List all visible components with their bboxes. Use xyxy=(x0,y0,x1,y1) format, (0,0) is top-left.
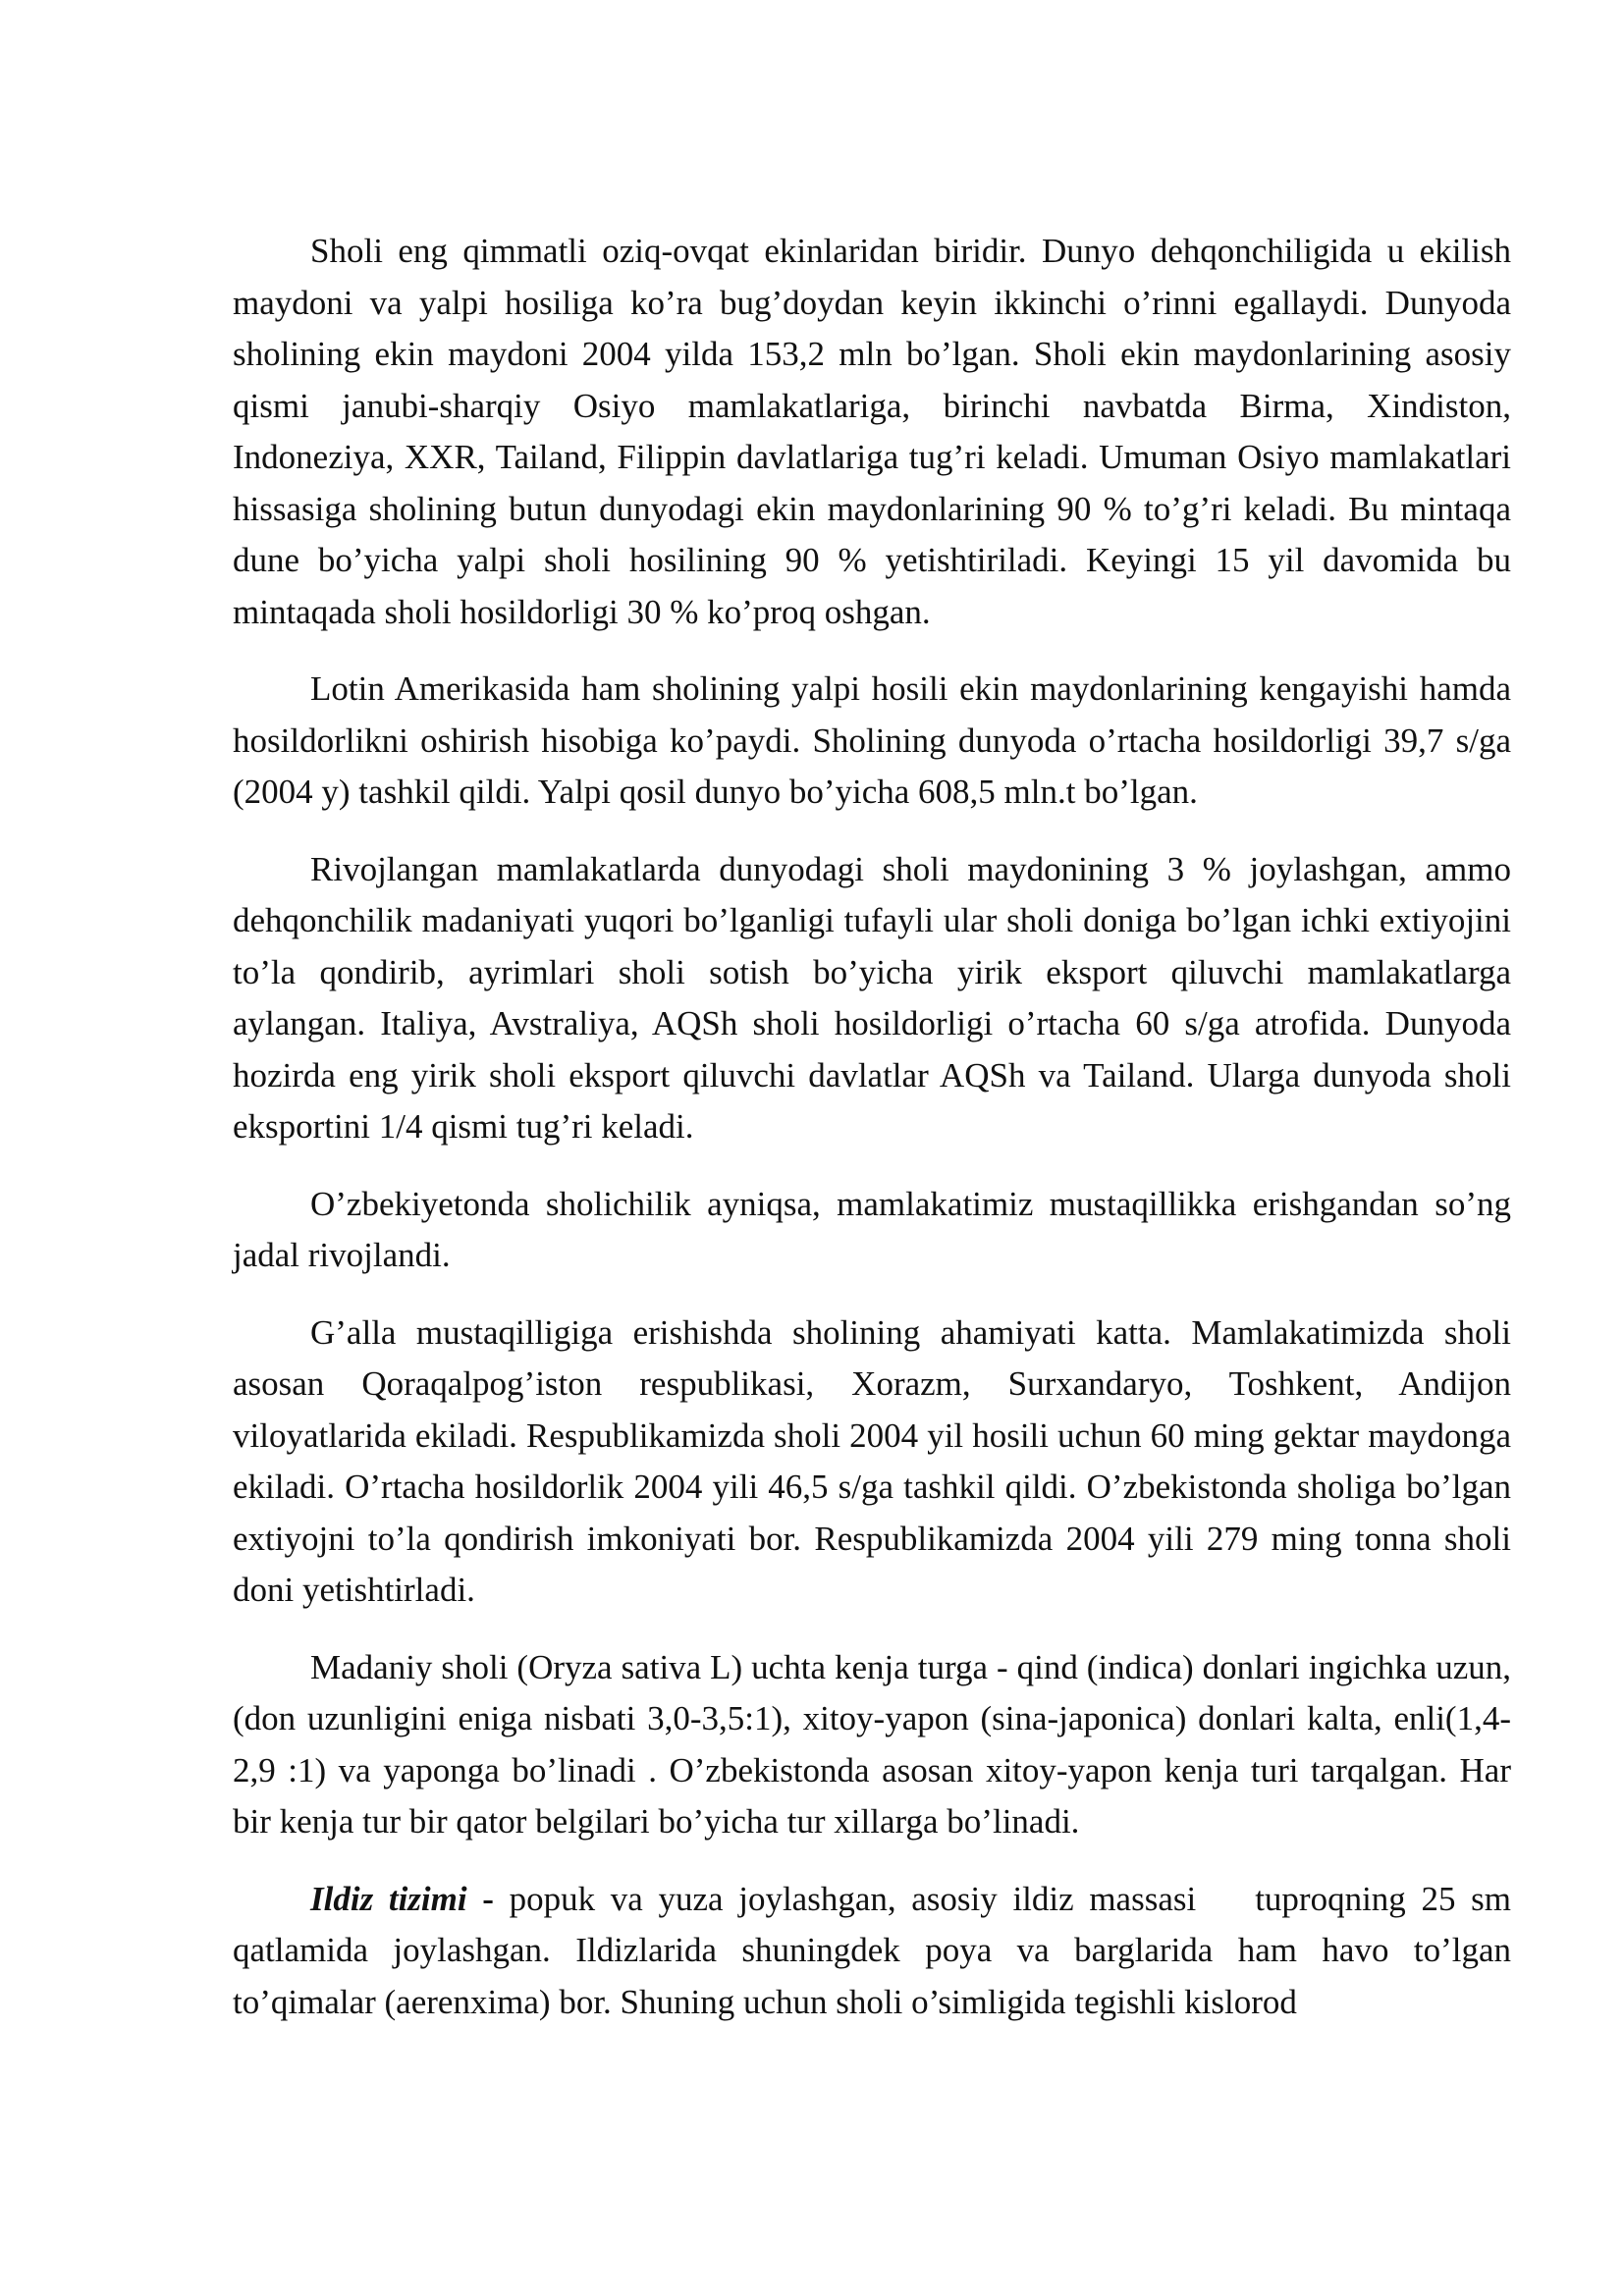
term-root-system: Ildiz tizimi xyxy=(310,1879,467,1918)
paragraph-uzbekistan-development: O’zbekiyetonda sholichilik ayniqsa, mamlakatimiz mustaqillikka erishgandan so’ng jadal rivojlandi. xyxy=(233,1184,1511,1274)
paragraph-grain-independence: G’alla mustaqilligiga erishishda sholining ahamiyati katta. Mamlakatimizda sholi asosan Qoraqalpog’iston respublikasi, Xorazm, Surxandaryo, Toshkent, Andijon viloyatlarida ekiladi. Respublikamizda sholi 2004 yil hosili uchun 60 ming gektar maydonga ekiladi. O’rtacha hosildorlik 2004 yili 46,5 s/ga tashkil qildi. O’zbekistonda sholiga bo’lgan extiyojni to’la qondirish imkoniyati bor. Respublikamizda 2004 yili 279 ming tonna sholi doni yetishtirladi. xyxy=(233,1312,1511,1609)
root-system-text-part2: tuproqning 25 sm qatlamida joylashgan. Ildizlarida shuningdek poya va barglarida ham havo to’lgan to’qimalar (aerenxima) bor. Shuning uchun sholi o’simligida tegishli kislorod xyxy=(233,1879,1511,2021)
text-column xyxy=(233,226,1511,2028)
root-system-text-part1: popuk va yuza joylashgan, asosiy ildiz massasi xyxy=(509,1879,1197,1918)
term-dash: - xyxy=(466,1879,510,1918)
paragraph-root-system xyxy=(233,1874,1511,2029)
paragraph-subspecies: Madaniy sholi (Oryza sativa L) uchta kenja turga - qind (indica) donlari ingichka uzun,(don uzunligini eniga nisbati 3,0-3,5:1), xitoy-yapon (sina-japonica) donlari kalta, enli(1,4-2,9 :1) va yaponga bo’linadi . O’zbekistonda asosan xitoy-yapon kenja turi tarqalgan. Har bir kenja tur bir qator belgilari bo’yicha tur xillarga bo’linadi. xyxy=(233,1647,1511,1841)
paragraph-rice-overview: Sholi eng qimmatli oziq-ovqat ekinlaridan biridir. Dunyo dehqonchiligida u ekilish maydoni va yalpi hosiliga ko’ra bug’doydan keyin ikkinchi o’rinni egallaydi. Dunyoda sholining ekin maydoni 2004 yilda 153,2 mln bo’lgan. Sholi ekin maydonlarining asosiy qismi janubi-sharqiy Osiyo mamlakatlariga, birinchi navbatda Birma, Xindiston, Indoneziya, XXR, Tailand, Filippin davlatlariga tug’ri keladi. Umuman Osiyo mamlakatlari hissasiga sholining butun dunyodagi ekin maydonlarining 90 % to’g’ri keladi. Bu mintaqa dune bo’yicha yalpi sholi hosilining 90 % yetishtiriladi. Keyingi 15 yil davomida bu mintaqada sholi hosildorligi 30 % ko’proq oshgan. xyxy=(233,232,1511,631)
paragraph-developed-countries: Rivojlangan mamlakatlarda dunyodagi sholi maydonining 3 % joylashgan, ammo dehqonchilik madaniyati yuqori bo’lganligi tufayli ular sholi doniga bo’lgan ichki extiyojini to’la qondirib, ayrimlari sholi sotish bo’yicha yirik eksport qiluvchi mamlakatlarga aylangan. Italiya, Avstraliya, AQSh sholi hosildorligi o’rtacha 60 s/ga atrofida. Dunyoda hozirda eng yirik sholi eksport qiluvchi davlatlar AQSh va Tailand. Ularga dunyoda sholi eksportini 1/4 qismi tug’ri keladi. xyxy=(233,849,1511,1146)
paragraph-latin-america: Lotin Amerikasida ham sholining yalpi hosili ekin maydonlarining kengayishi hamda hosildorlikni oshirish hisobiga ko’paydi. Sholining dunyoda o’rtacha hosildorligi 39,7 s/ga (2004 y) tashkil qildi. Yalpi qosil dunyo bo’yicha 608,5 mln.t bo’lgan. xyxy=(233,669,1511,811)
